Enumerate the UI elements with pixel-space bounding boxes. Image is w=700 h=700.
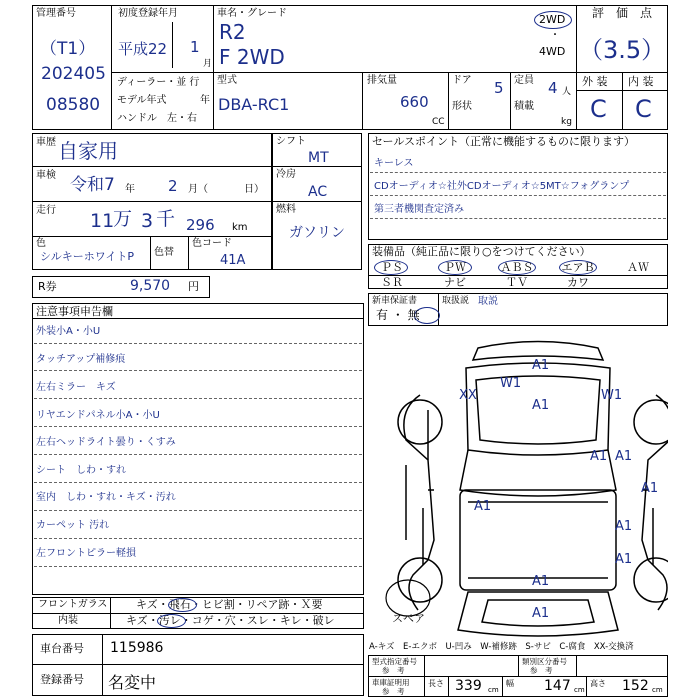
capacity-value: 4 xyxy=(548,79,558,97)
damage-mark: A1 xyxy=(590,449,608,464)
car-name-label: 車名・グレード xyxy=(217,8,287,19)
model-year-unit: 年 xyxy=(200,95,210,106)
sales-point-item: CDオーディオ☆社外CDオーディオ☆5MT☆フォグランプ xyxy=(374,181,630,192)
class-sub: 参 考 xyxy=(530,666,553,675)
fuel-value: ガソリン xyxy=(289,225,345,241)
note-item: リヤエンドパネル小A・小U xyxy=(36,410,160,421)
exterior-grade: C xyxy=(590,95,607,123)
equip-airbag: エアＢ xyxy=(561,261,595,274)
dealer-label: ディーラー・並 行 xyxy=(117,77,200,88)
note-item: 左右ミラー キズ xyxy=(36,382,116,393)
equip-pw: ＰＷ xyxy=(444,261,466,274)
interior-grade: C xyxy=(635,95,652,123)
warranty-label: 新車保証書 xyxy=(372,296,418,306)
length-label: 長さ xyxy=(428,679,444,688)
manual-label: 取扱説 xyxy=(442,296,470,306)
history-label: 車歴 xyxy=(36,137,56,148)
mgmt-number-2: 08580 xyxy=(46,95,101,115)
recycle-unit: 円 xyxy=(188,280,199,293)
equip-leather: カワ xyxy=(567,276,589,289)
mgmt-label: 管理番号 xyxy=(36,8,76,19)
mileage-sen: 3 xyxy=(141,210,154,232)
capacity-unit: 人 xyxy=(562,87,572,97)
registration-date-label: 初度登録年月 xyxy=(118,8,178,19)
interior-cond-label: 内装 xyxy=(58,615,78,626)
displacement-value: 660 xyxy=(400,93,429,111)
score-label: 評 価 点 xyxy=(592,6,653,20)
sales-points-title: セールスポイント（正常に機能するものに限ります） xyxy=(372,135,636,148)
mileage-km-unit: km xyxy=(232,222,248,233)
mileage-rest: 296 xyxy=(186,216,215,234)
note-item: 左右ヘッドライト曇り・くすみ xyxy=(36,437,176,448)
color-label: 色 xyxy=(36,238,46,249)
shift-value: MT xyxy=(308,150,329,166)
damage-mark: A1 xyxy=(532,606,550,621)
inspection-year-unit: 年 xyxy=(125,184,135,195)
length-value: 339 xyxy=(455,678,482,694)
car-name: R2 xyxy=(219,20,246,44)
inspection-era: 令和7 xyxy=(70,175,115,195)
drive-2wd: 2WD xyxy=(539,13,566,26)
header-frame xyxy=(32,5,668,130)
spare-label: スペア xyxy=(392,612,425,625)
displacement-label: 排気量 xyxy=(367,75,397,86)
model-year-label: モデル年式 xyxy=(117,95,167,106)
damage-legend: A-キズ E-エクボ U-凹み W-補修跡 S-サビ C-腐食 XX-交換済 xyxy=(369,642,634,652)
damage-mark: A1 xyxy=(532,358,550,373)
score-value: （3.5） xyxy=(579,36,666,64)
ac-label: 冷房 xyxy=(276,169,296,180)
mileage-man: 11 xyxy=(90,210,115,232)
damage-mark: A1 xyxy=(615,449,633,464)
type-cert-sub: 参 考 xyxy=(382,666,405,675)
inspection-month-unit: 月（ xyxy=(188,184,208,195)
width-label: 幅 xyxy=(506,679,514,688)
equip-navi: ナビ xyxy=(444,276,466,289)
shape-label: 形状 xyxy=(452,101,472,112)
color-code-value: 41A xyxy=(220,253,246,268)
color-value: シルキーホワイトP xyxy=(40,250,135,263)
note-item: 外装小A・小U xyxy=(36,326,101,337)
load-label: 積載 xyxy=(514,101,534,112)
damage-mark: XX xyxy=(459,388,477,403)
damage-mark: A1 xyxy=(615,519,633,534)
sales-point-item: 第三者機関査定済み xyxy=(374,204,464,215)
notes-title: 注意事項申告欄 xyxy=(36,305,113,318)
drive-4wd: 4WD xyxy=(539,45,566,58)
inspection-month: 2 xyxy=(168,177,178,195)
drive-separator: ・ xyxy=(550,30,560,41)
registration-era: 平成22 xyxy=(118,40,168,58)
chassis-value: 115986 xyxy=(110,640,164,656)
mgmt-code: （T1） xyxy=(40,39,96,59)
displacement-unit: CC xyxy=(432,117,445,127)
ac-value: AC xyxy=(308,184,328,200)
equip-tv: ＴＶ xyxy=(506,276,528,289)
damage-mark: W1 xyxy=(500,376,522,391)
damage-mark: A1 xyxy=(532,574,550,589)
damage-mark: A1 xyxy=(474,499,492,514)
registration-label: 登録番号 xyxy=(40,673,84,686)
mgmt-number-1: 202405 xyxy=(41,64,106,84)
load-unit: kg xyxy=(561,117,572,127)
mileage-man-unit: 万 xyxy=(113,208,133,230)
mileage-label: 走行 xyxy=(36,205,56,216)
note-item: カーペット 汚れ xyxy=(36,520,110,531)
length-unit: cm xyxy=(488,686,499,694)
handle-label: ハンドル 左・右 xyxy=(117,113,197,124)
cert-label: 車庫証明用 xyxy=(372,678,410,687)
recycle-frame xyxy=(32,276,210,298)
color-code-label: 色コード xyxy=(192,238,232,249)
type-cert-label: 型式指定番号 xyxy=(372,657,417,666)
note-item: シート しわ・すれ xyxy=(36,465,126,476)
manual-value: 取説 xyxy=(478,296,498,307)
sales-point-item: キーレス xyxy=(374,158,414,169)
warranty-value: 有 ・ 無 xyxy=(376,308,420,322)
equip-sr: ＳＲ xyxy=(381,276,403,289)
equip-ps: ＰＳ xyxy=(381,261,403,274)
height-unit: cm xyxy=(652,686,663,694)
color-change-label: 色替 xyxy=(154,247,174,258)
registration-month: 1 xyxy=(190,38,200,56)
glass-label: フロントガラス xyxy=(38,599,108,610)
equipment-title: 装備品（純正品に限り○をつけてください） xyxy=(372,245,591,258)
inspection-label: 車検 xyxy=(36,170,56,181)
equip-abs: ＡＢＳ xyxy=(500,261,534,274)
recycle-value: 9,570 xyxy=(130,278,171,294)
height-label: 高さ xyxy=(590,679,606,688)
glass-value: キズ・飛石・ヒビ割・リペア跡・Ｘ要 xyxy=(136,598,323,611)
chassis-label: 車台番号 xyxy=(40,642,84,655)
equip-aw: ＡＷ xyxy=(627,261,649,274)
class-label: 類別区分番号 xyxy=(522,657,567,666)
note-item: 室内 しわ・すれ・キズ・汚れ xyxy=(36,492,176,503)
cert-sub: 参 考 xyxy=(382,687,405,696)
height-value: 152 xyxy=(622,678,649,694)
type-label: 型式 xyxy=(217,75,237,86)
car-grade: F 2WD xyxy=(219,45,285,69)
recycle-label: R券 xyxy=(38,280,57,293)
door-label: ドア xyxy=(452,75,472,86)
note-item: 左フロントピラー軽損 xyxy=(36,548,136,559)
interior-cond-value: キズ・汚レ・コゲ・穴・スレ・キレ・破レ xyxy=(126,614,335,627)
width-value: 147 xyxy=(544,678,571,694)
inspection-day-unit: 日） xyxy=(244,184,264,195)
fuel-label: 燃料 xyxy=(276,204,296,215)
shift-label: シフト xyxy=(276,136,306,147)
damage-mark: A1 xyxy=(641,481,659,496)
registration-value: 名変中 xyxy=(108,673,157,692)
damage-mark: A1 xyxy=(532,398,550,413)
mileage-sen-unit: 千 xyxy=(156,208,176,230)
door-value: 5 xyxy=(494,79,504,97)
interior-label: 内 装 xyxy=(628,75,654,88)
note-item: タッチアップ補修痕 xyxy=(36,354,126,365)
capacity-label: 定員 xyxy=(514,75,534,86)
registration-month-unit: 月 xyxy=(203,59,213,69)
type-value: DBA-RC1 xyxy=(218,95,290,114)
history-value: 自家用 xyxy=(58,139,118,163)
exterior-label: 外 装 xyxy=(582,75,608,88)
damage-mark: A1 xyxy=(615,552,633,567)
width-unit: cm xyxy=(574,686,585,694)
damage-mark: W1 xyxy=(601,388,623,403)
